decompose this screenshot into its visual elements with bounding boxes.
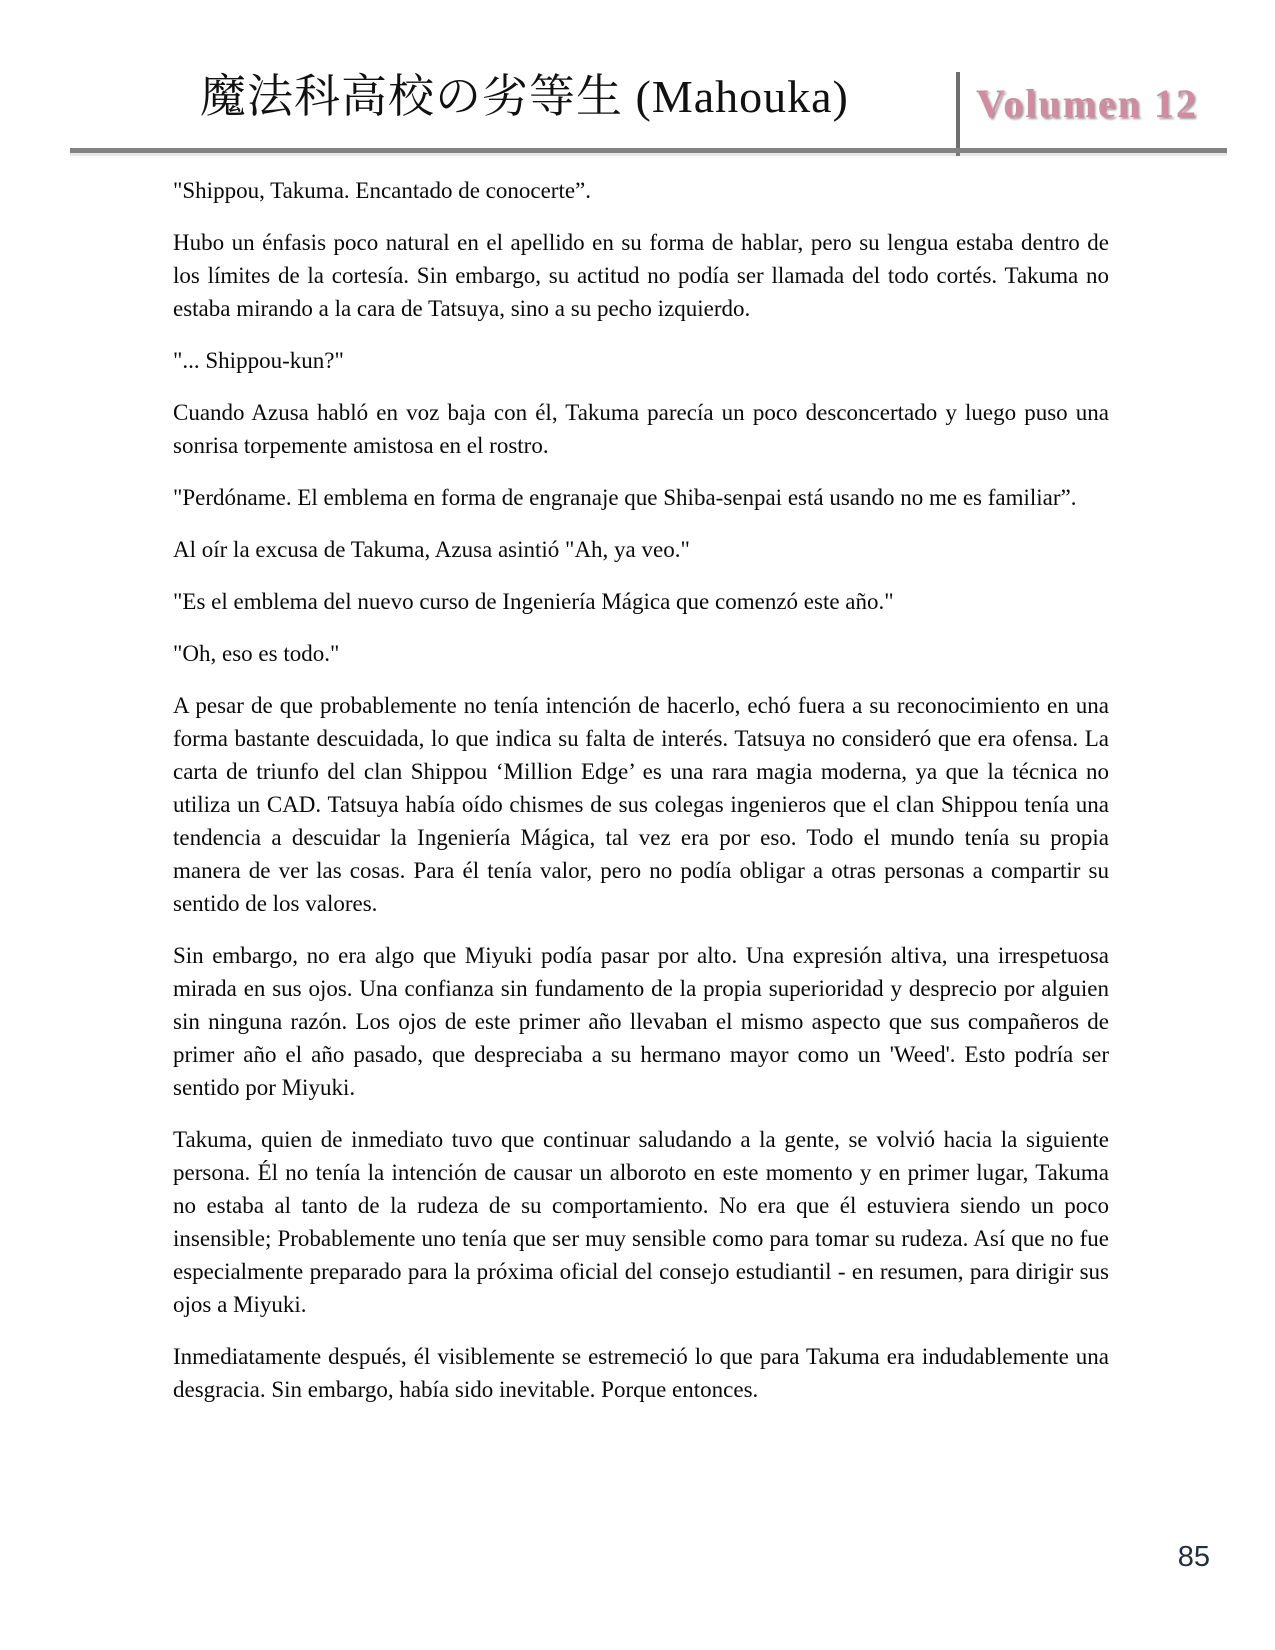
header-horizontal-rule (70, 148, 1227, 153)
paragraph: Sin embargo, no era algo que Miyuki podía pasar por alto. Una expresión altiva, una irrespetuosa mirada en sus ojos. Una confianza sin fundamento de la propia superioridad y desprecio por alguien sin ninguna razón. Los ojos de este primer año llevaban el mismo aspecto que sus compañeros de primer año el año pasado, que despreciaba a su hermano mayor como un 'Weed'. Esto podría ser sentido por Miyuki. (173, 943, 1109, 1100)
paragraph: Al oír la excusa de Takuma, Azusa asintió "Ah, ya veo." (173, 537, 690, 562)
paragraph: "... Shippou-kun?" (173, 348, 344, 373)
body-text (173, 174, 1109, 1425)
paragraph: "Es el emblema del nuevo curso de Ingeniería Mágica que comenzó este año." (173, 589, 894, 614)
paragraph: Takuma, quien de inmediato tuvo que continuar saludando a la gente, se volvió hacia la siguiente persona. Él no tenía la intención de causar un alboroto en este momento y en primer lugar, Takuma no estaba al tanto de la rudeza de su comportamiento. No era que él estuviera siendo un poco insensible; Probablemente uno tenía que ser muy sensible como para tomar su rudeza. Así que no fue especialmente preparado para la próxima oficial del consejo estudiantil - en resumen, para dirigir sus ojos a Miyuki. (173, 1127, 1109, 1317)
header-vertical-divider (956, 72, 960, 156)
volume-label: Volumen 12 (976, 81, 1198, 126)
paragraph: "Perdóname. El emblema en forma de engranaje que Shiba-senpai está usando no me es familiar”. (173, 485, 1077, 510)
paragraph: "Oh, eso es todo." (173, 641, 340, 666)
page-number: 85 (1177, 1541, 1210, 1573)
paragraph: A pesar de que probablemente no tenía intención de hacerlo, echó fuera a su reconocimiento en una forma bastante descuidada, lo que indica su falta de interés. Tatsuya no consideró que era ofensa. La carta de triunfo del clan Shippou ‘Million Edge’ es una rara magia moderna, ya que la técnica no utiliza un CAD. Tatsuya había oído chismes de sus colegas ingenieros que el clan Shippou tenía una tendencia a descuidar la Ingeniería Mágica, tal vez era por eso. Todo el mundo tenía su propia manera de ver las cosas. Para él tenía valor, pero no podía obligar a otras personas a compartir su sentido de los valores. (173, 693, 1109, 916)
paragraph: Inmediatamente después, él visiblemente se estremeció lo que para Takuma era indudablemente una desgracia. Sin embargo, había sido inevitable. Porque entonces. (173, 1344, 1109, 1402)
paragraph: Hubo un énfasis poco natural en el apellido en su forma de hablar, pero su lengua estaba dentro de los límites de la cortesía. Sin embargo, su actitud no podía ser llamada del todo cortés. Takuma no estaba mirando a la cara de Tatsuya, sino a su pecho izquierdo. (173, 230, 1109, 321)
paragraph: Cuando Azusa habló en voz baja con él, Takuma parecía un poco desconcertado y luego puso una sonrisa torpemente amistosa en el rostro. (173, 400, 1109, 458)
document-title: 魔法科高校の劣等生 (Mahouka) (200, 71, 849, 122)
paragraph: "Shippou, Takuma. Encantado de conocerte”. (173, 178, 592, 203)
